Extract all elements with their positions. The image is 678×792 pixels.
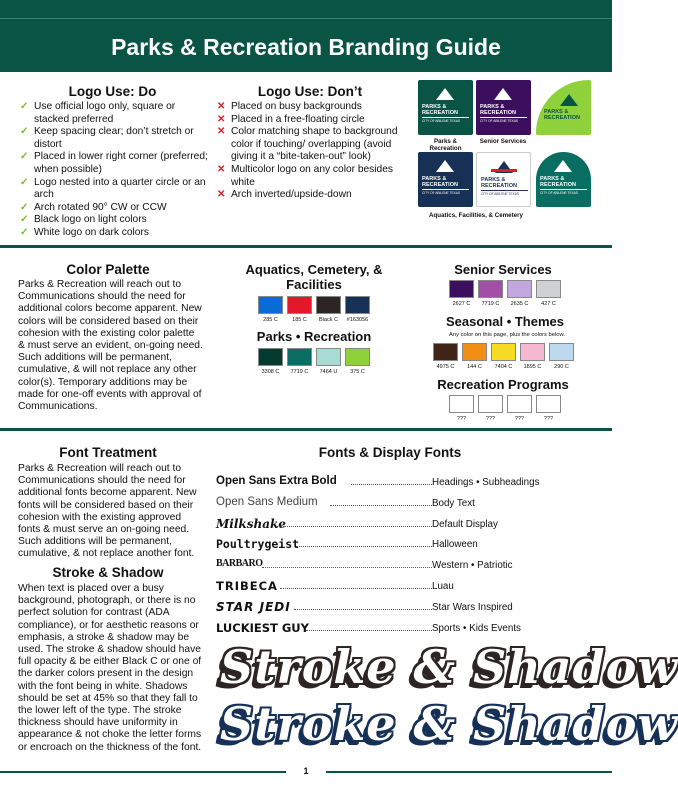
color-swatch-label: 3308 C [261,369,280,375]
logo_dont-item: ✕ Placed on busy backgrounds [217,101,362,112]
logo-sample-arch-teal: PARKS & RECREATION CITY OF ABILENE TEXAS [536,152,591,207]
color-palette-title: Color Palette [66,262,150,277]
page-header [0,0,612,72]
color-swatch [345,296,370,314]
font-name: Open Sans Medium [216,495,318,508]
parks-colors-title: Parks • Recreation [256,329,372,344]
leader-dots [276,526,432,527]
font-row [216,579,556,597]
check-icon: ✓ [20,176,29,188]
seasonal-colors-title: Seasonal • Themes [446,314,564,329]
page-number: 1 [303,766,309,776]
font-row [216,517,556,535]
color-swatch-label: ??? [514,416,525,422]
header-rule [0,18,612,19]
color-swatch [507,395,532,413]
leader-dots [351,484,432,485]
logo_do-item: ✓ Keep spacing clear; don’t stretch or distort [20,126,194,150]
color-swatch-label: 290 C [554,364,569,370]
color-swatch-label: 4975 C [436,364,455,370]
color-swatch-label: ??? [485,416,496,422]
logo-do-list [20,101,210,240]
font-name: LUCKIEST GUY [216,620,309,635]
font-usage: Default Display [432,518,498,530]
font-usage: Western • Patriotic [432,560,513,572]
check-icon: ✓ [20,151,29,163]
section-divider-1 [0,245,612,248]
logo_do-item: ✓ White logo on dark colors [20,226,149,238]
x-icon: ✕ [217,113,226,125]
footer-rule-left [0,771,286,773]
color-swatch [536,280,561,298]
color-swatch [287,348,312,366]
footer-rule-right [326,771,612,773]
x-icon: ✕ [217,126,226,138]
logo-sample-senior: PARKS & RECREATION CITY OF ABILENE TEXAS [476,80,531,135]
fonts-title: Fonts & Display Fonts [318,445,462,460]
check-icon: ✓ [20,126,29,138]
font-name: Poultrygeist [216,537,300,552]
color-swatch-label: 7404 C [494,364,513,370]
font-treatment-title: Font Treatment [59,445,157,460]
color-swatch-label: #163056 [346,317,369,323]
logo_dont-item: ✕ Arch inverted/upside-down [217,189,352,201]
color-swatch-label: 185 C [292,317,307,323]
color-swatch [449,280,474,298]
leader-dots [306,630,432,631]
stroke-shadow-text: When text is placed over a busy background, photograph, or there is no perfect solution for contrast (ADA compliance), or for aesthetic reasons or emphasis, a stroke & shadow may be used. The stroke & shadow should have full opacity & be either Black C or one of the darker colors present in the design with the font being in white. Shadows should be set at 45% so that they fall to the lower left of the type. The stroke thickness should have uniformity in appearance & not choke the letter forms or encroach on the thickness of the font. [18,583,202,753]
x-icon: ✕ [217,189,226,201]
logo-sample-parks: PARKS & RECREATION CITY OF ABILENE TEXAS [418,80,473,135]
color-swatch [316,296,341,314]
font-usage: Headings • Subheadings [432,477,540,488]
x-icon: ✕ [217,163,226,175]
check-icon: ✓ [20,201,29,213]
color-swatch-label: 2627 C [452,301,471,307]
color-swatch-label: ??? [543,416,554,422]
logo_dont-item: ✕ Color matching shape to background color if touching/ overlapping (avoid giving it a “bite-taken-out” look) [217,126,398,163]
color-swatch [258,296,283,314]
logo_do-item: ✓ Black logo on light colors [20,214,147,226]
logo_do-item: ✓ Placed in lower right corner (preferred; when possible) [20,151,208,175]
caption-aquatics: Aquatics, Facilities, & Cemetery [429,212,523,219]
caption-senior: Senior Services [479,138,527,145]
logo-dont-title: Logo Use: Don’t [257,84,363,99]
font-row [216,558,556,576]
page-title: Parks & Recreation Branding Guide [111,34,501,60]
font-treatment-text: Parks & Recreation will reach out to Communications should the need for additional fonts become apparent. New fonts will be considered based on their cohesion with the existing approved fonts & must serve an on-going need. Such additions will be permanent, cumulative, & not replace another font. [18,463,197,560]
color-swatch [316,348,341,366]
logo-sample-arch-green: PARKS & RECREATION [536,80,591,135]
font-name: BARBARO [216,558,263,570]
color-swatch [478,395,503,413]
color-swatch-label: ??? [456,416,467,422]
color-swatch [478,280,503,298]
senior-colors-title: Senior Services [454,262,552,277]
leader-dots [330,505,432,506]
font-row [216,475,556,493]
color-swatch [433,343,458,361]
font-name: STAR JEDI [216,599,291,614]
color-swatch-label: 7719 C [290,369,309,375]
color-swatch-label: 1895 C [523,364,542,370]
check-icon: ✓ [20,226,29,238]
font-row [216,496,556,514]
logo-sample-aquatics: PARKS & RECREATION CITY OF ABILENE TEXAS [418,152,473,207]
seasonal-note: Any color on this page, plus the colors below. [448,332,565,338]
stroke-shadow-title: Stroke & Shadow [52,565,164,580]
leader-dots [296,546,432,547]
color-swatch [507,280,532,298]
color-swatch [462,343,487,361]
font-usage: Body Text [432,497,475,509]
font-name: Milkshake [216,516,286,531]
color-palette-text: Parks & Recreation will reach out to Communications should the need for additional colors become apparent. New colors will be considered based on their cohesion with the existing color palette & must serve an evident, on-going need. Such additions will be permanent, cumulative, & will not replace any other color(s). Temporary additions may be made for one-off events with approval of Communications. [18,279,203,413]
color-swatch-label: 2635 C [510,301,529,307]
logo_dont-item: ✕ Placed in a free-floating circle [217,113,365,125]
leader-dots [280,588,432,589]
logo-sample-white: PARKS & RECREATION CITY OF ABILENE TEXAS [476,152,531,207]
aquatics-colors-title: Aquatics, Cemetery, & Facilities [245,262,383,292]
x-icon: ✕ [217,101,226,112]
check-icon: ✓ [20,214,29,226]
leader-dots [294,609,432,610]
font-row [216,621,556,639]
logo_do-item: ✓ Logo nested into a quarter circle or an arch [20,176,206,201]
color-swatch-label: 7719 C [481,301,500,307]
leader-dots [262,567,432,568]
color-swatch-label: Black C [319,317,338,323]
font-row [216,537,556,555]
color-swatch [536,395,561,413]
stroke-shadow-demo-navy: Stroke & Shadow [220,697,678,751]
font-usage: Star Wars Inspired [432,601,513,613]
recreation-programs-title: Recreation Programs [437,377,569,392]
color-swatch [549,343,574,361]
logo_do-item: ✓ Arch rotated 90° CW or CCW [20,201,167,213]
color-swatch [287,296,312,314]
color-swatch [449,395,474,413]
color-swatch-label: 144 C [467,364,482,370]
color-swatch-label: 285 C [263,317,278,323]
color-swatch-label: 375 C [350,369,365,375]
check-icon: ✓ [20,101,29,112]
logo_dont-item: ✕ Multicolor logo on any color besides white [217,163,393,188]
font-usage: Luau [432,581,454,592]
section-divider-2 [0,428,612,431]
logo-dont-list [217,101,407,202]
caption-parks: Parks & Recreation [429,138,462,152]
logo_do-item: ✓ Use official logo only, square or stacked preferred [20,101,176,125]
font-name: TRIBECA [216,579,278,593]
font-row [216,600,556,618]
color-swatch [345,348,370,366]
color-swatch [258,348,283,366]
font-usage: Halloween [432,539,478,551]
stroke-shadow-demo-black: Stroke & Shadow [220,640,678,694]
font-name: Open Sans Extra Bold [216,475,337,487]
color-swatch [491,343,516,361]
color-swatch-label: 427 C [541,301,556,307]
logo-do-title: Logo Use: Do [68,84,157,99]
font-usage: Sports • Kids Events [432,622,521,634]
color-swatch [520,343,545,361]
color-swatch-label: 7464 U [319,369,338,375]
